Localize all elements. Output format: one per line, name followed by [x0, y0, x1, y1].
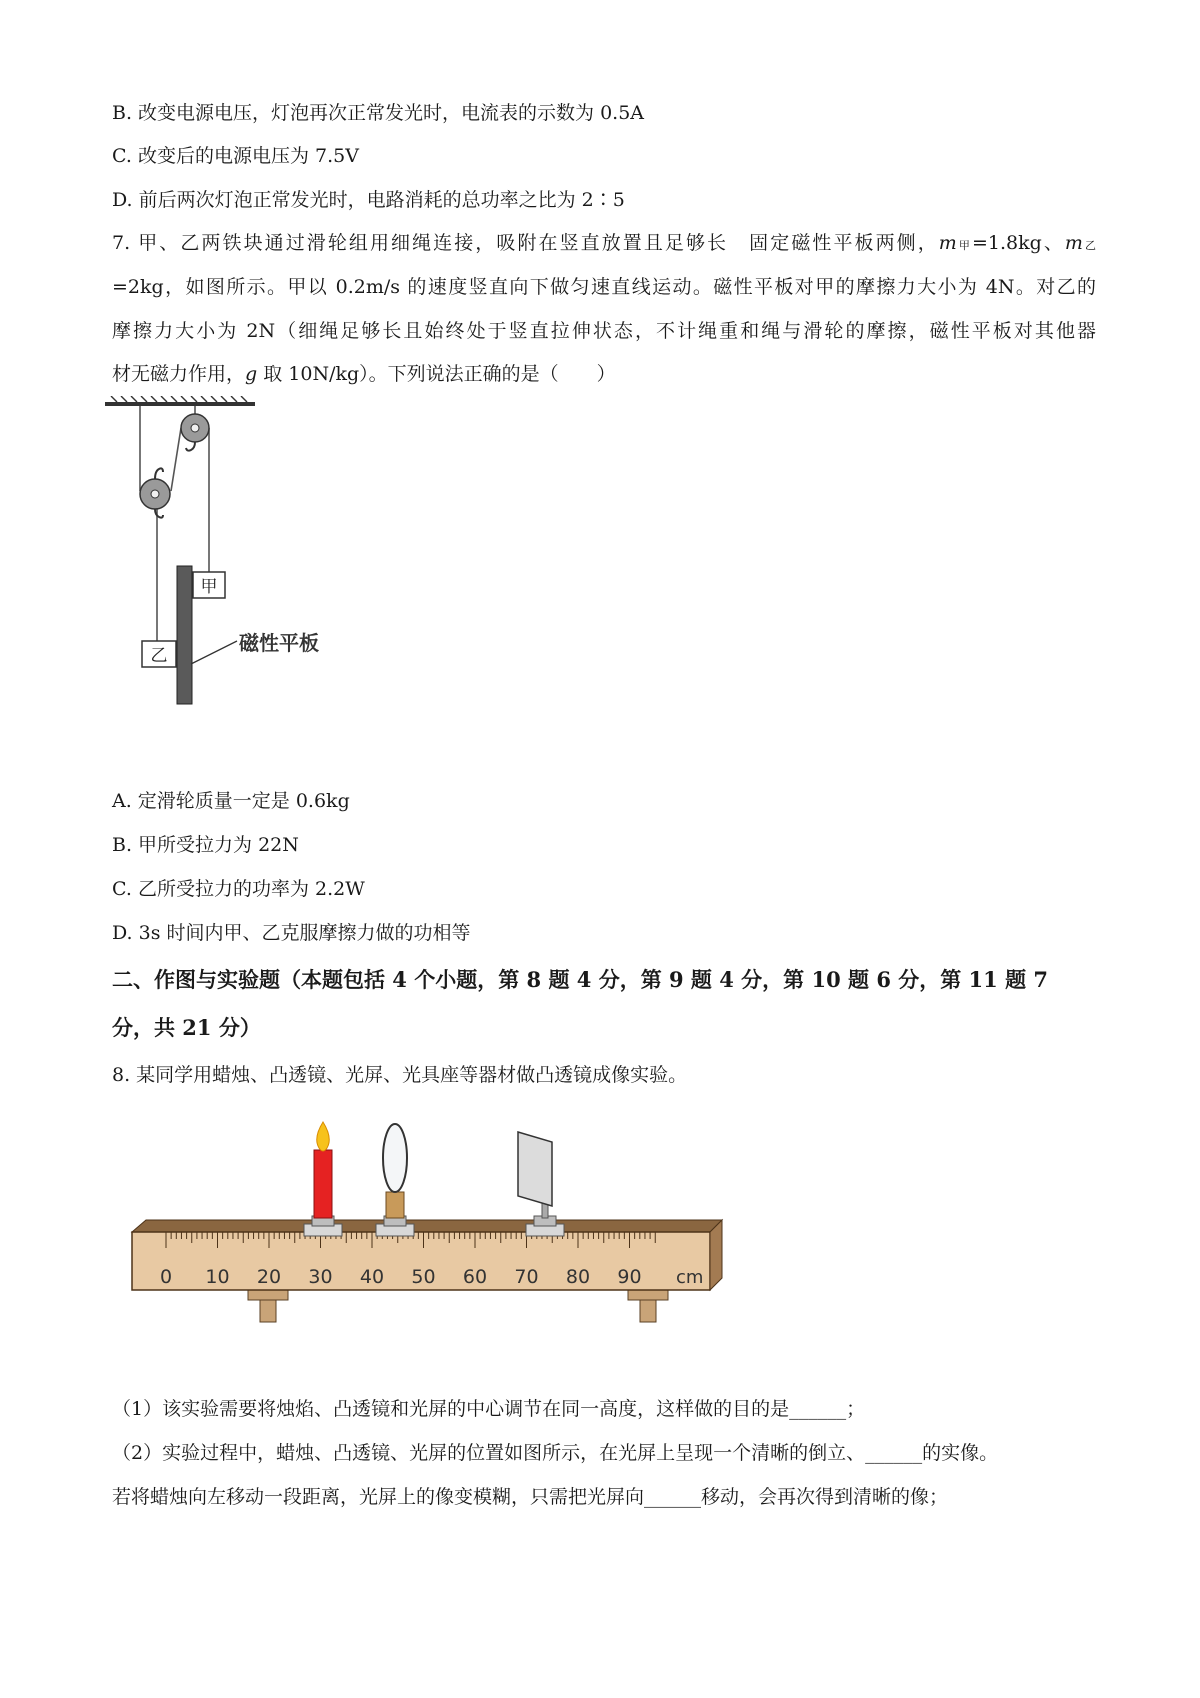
ruler-unit: cm: [676, 1267, 704, 1288]
q8-part1: （1）该实验需要将烛焰、凸透镜和光屏的中心调节在同一高度，这样做的目的是______；: [112, 1398, 866, 1420]
board-label: 磁性平板: [239, 631, 319, 655]
q7-option-b: B. 甲所受拉力为 22N: [112, 834, 299, 856]
candle: [304, 1122, 342, 1236]
q8-stem: 8. 某同学用蜡烛、凸透镜、光屏、光具座等器材做凸透镜成像实验。: [112, 1064, 688, 1086]
q7-stem-line1: 7. 甲、乙两铁块通过滑轮组用细绳连接，吸附在竖直放置且足够长 固定磁性平板两侧，m甲=1.8kg、m乙: [112, 232, 1097, 254]
ruler-tick-label: 70: [514, 1266, 539, 1288]
ruler-tick-label: 40: [359, 1266, 385, 1288]
q7-stem-line2: =2kg，如图所示。甲以 0.2m/s 的速度竖直向下做匀速直线运动。磁性平板对甲的摩擦力大小为 4N。对乙的: [112, 276, 1096, 298]
flame-icon: [317, 1122, 330, 1151]
ruler-tick-label: 60: [462, 1266, 488, 1288]
section-heading-line2: 分，共 21 分）: [112, 1015, 261, 1040]
q6-option-b: B. 改变电源电压，灯泡再次正常发光时，电流表的示数为 0.5A: [112, 102, 645, 124]
section-heading-line1: 二、作图与实验题（本题包括 4 个小题，第 8 题 4 分，第 9 题 4 分，第 10 题 6 分，第 11 题 7: [112, 967, 1049, 992]
q7-option-a: A. 定滑轮质量一定是 0.6kg: [112, 790, 350, 812]
ruler-tick-label: 30: [308, 1266, 333, 1288]
optical-bench-figure: [128, 1120, 728, 1340]
ruler-tick-label: 20: [256, 1266, 282, 1288]
block-jia-label: 甲: [200, 577, 218, 597]
convex-lens: [376, 1124, 414, 1236]
movable-pulley: [140, 468, 170, 517]
q7-option-c: C. 乙所受拉力的功率为 2.2W: [112, 878, 365, 900]
ruler-tick-label: 10: [205, 1266, 230, 1288]
board-pointer: [191, 641, 237, 664]
ruler-tick-label: 80: [565, 1266, 591, 1288]
q7-option-d: D. 3s 时间内甲、乙克服摩擦力做的功相等: [112, 922, 471, 944]
q6-option-d: D. 前后两次灯泡正常发光时，电路消耗的总功率之比为 2∶5: [112, 189, 625, 211]
block-yi-label: 乙: [150, 646, 168, 666]
pulley-figure: [105, 396, 365, 776]
q8-part2-line1: （2）实验过程中，蜡烛、凸透镜、光屏的位置如图所示，在光屏上呈现一个清晰的倒立、______的实像。: [112, 1442, 999, 1464]
ruler-tick-label: 0: [159, 1266, 173, 1288]
bench-top: [132, 1220, 722, 1232]
q7-stem-line4: 材无磁力作用，g 取 10N/kg）。下列说法正确的是（ ）: [112, 363, 616, 385]
fixed-pulley: [181, 414, 209, 451]
q6-option-c: C. 改变后的电源电压为 7.5V: [112, 145, 359, 167]
ruler-tick-label: 50: [411, 1266, 436, 1288]
q7-stem-line3: 摩擦力大小为 2N（细绳足够长且始终处于竖直拉伸状态，不计绳重和绳与滑轮的摩擦，磁性平板对其他器: [112, 320, 1096, 342]
ruler-tick-label: 90: [617, 1266, 642, 1288]
q8-part2-line2: 若将蜡烛向左移动一段距离，光屏上的像变模糊，只需把光屏向______移动，会再次得到清晰的像；: [112, 1486, 949, 1508]
magnetic-board: [177, 566, 192, 704]
ceiling: [105, 396, 255, 406]
